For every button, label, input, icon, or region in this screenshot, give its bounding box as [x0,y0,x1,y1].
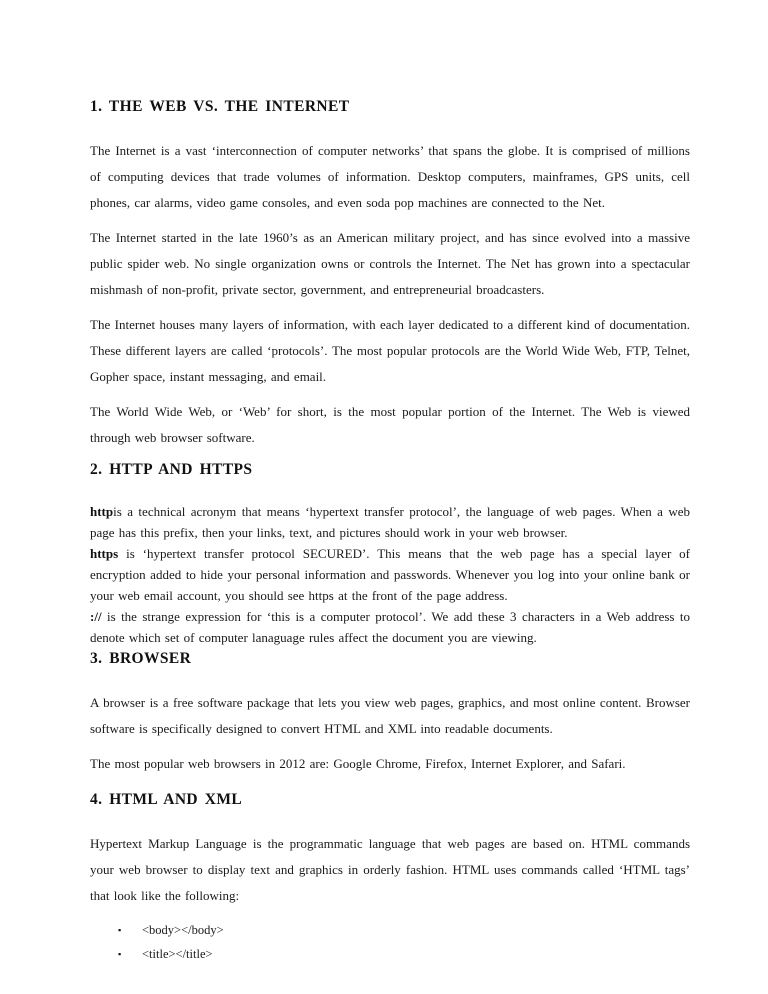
paragraph-text: is ‘hypertext transfer protocol SECURED’. This means that the web page has a special layer of encryption added to hide your personal information and passwords. Whenever you log into your online bank or your web email account, you should see https at the front of the page address. [90,546,690,603]
paragraph-text: A browser is a free software package that lets you view web pages, graphics, and most online content. Browser software is specifically designed to convert HTML and XML into readable documents. [90,695,690,736]
bullet-item [90,918,690,942]
bold-lead: https [90,546,119,561]
paragraph-text: The Internet started in the late 1960’s as an American military project, and has since evolved into a massive public spider web. No single organization owns or controls the Internet. The Net has grown into a spectacular mishmash of non-profit, private sector, government, and entrepreneurial broadcasters. [90,230,690,297]
section-heading: 3. BROWSER [90,650,192,667]
section-heading: 4. HTML AND XML [90,791,243,808]
section-heading: 2. HTTP AND HTTPS [90,461,253,478]
bullet-text: <body></body> [142,923,224,937]
paragraph-text: is a technical acronym that means ‘hypertext transfer protocol’, the language of web pages. When a web page has this prefix, then your links, text, and pictures should work in your web browser. [90,504,690,540]
bullet-text: <title></title> [142,947,213,961]
section-heading: 1. THE WEB VS. THE INTERNET [90,98,350,115]
section-browser [90,649,690,777]
paragraph-text: is the strange expression for ‘this is a computer protocol’. We add these 3 characters in a Web address to denote which set of computer lanaguage rules affect the document you are viewing. [90,609,690,645]
paragraph [90,138,690,216]
paragraph [90,543,690,606]
paragraph [90,225,690,303]
square-bullet-icon: ▪ [118,949,122,959]
paragraph [90,399,690,451]
bold-lead: :// [90,609,102,624]
section-web-vs-internet [90,97,690,451]
paragraph [90,751,690,777]
bullet-item [90,942,690,966]
paragraph-text: The Internet houses many layers of information, with each layer dedicated to a different kind of documentation. These different layers are called ‘protocols’. The most popular protocols are the World Wide Web, FTP, Telnet, Gopher space, instant messaging, and email. [90,317,690,384]
square-bullet-icon: ▪ [118,925,122,935]
paragraph [90,606,690,648]
paragraph-text: The most popular web browsers in 2012 are: Google Chrome, Firefox, Internet Explorer, and Safari. [90,756,626,771]
bullet-list [90,918,690,966]
paragraph [90,690,690,742]
paragraph [90,312,690,390]
section-http-and-https [90,460,690,648]
paragraph [90,831,690,909]
bold-lead: http [90,504,114,519]
paragraph-text: The Internet is a vast ‘interconnection of computer networks’ that spans the globe. It is comprised of millions of computing devices that trade volumes of information. Desktop computers, mainframes, GPS units, cell phones, car alarms, video game consoles, and even soda pop machines are connected to the Net. [90,143,690,210]
paragraph [90,501,690,543]
section-html-and-xml [90,790,690,966]
paragraph-text: Hypertext Markup Language is the programmatic language that web pages are based on. HTML commands your web browser to display text and graphics in orderly fashion. HTML uses commands called ‘HTML tags’ that look like the following: [90,836,690,903]
paragraph-text: The World Wide Web, or ‘Web’ for short, is the most popular portion of the Internet. The Web is viewed through web browser software. [90,404,690,445]
